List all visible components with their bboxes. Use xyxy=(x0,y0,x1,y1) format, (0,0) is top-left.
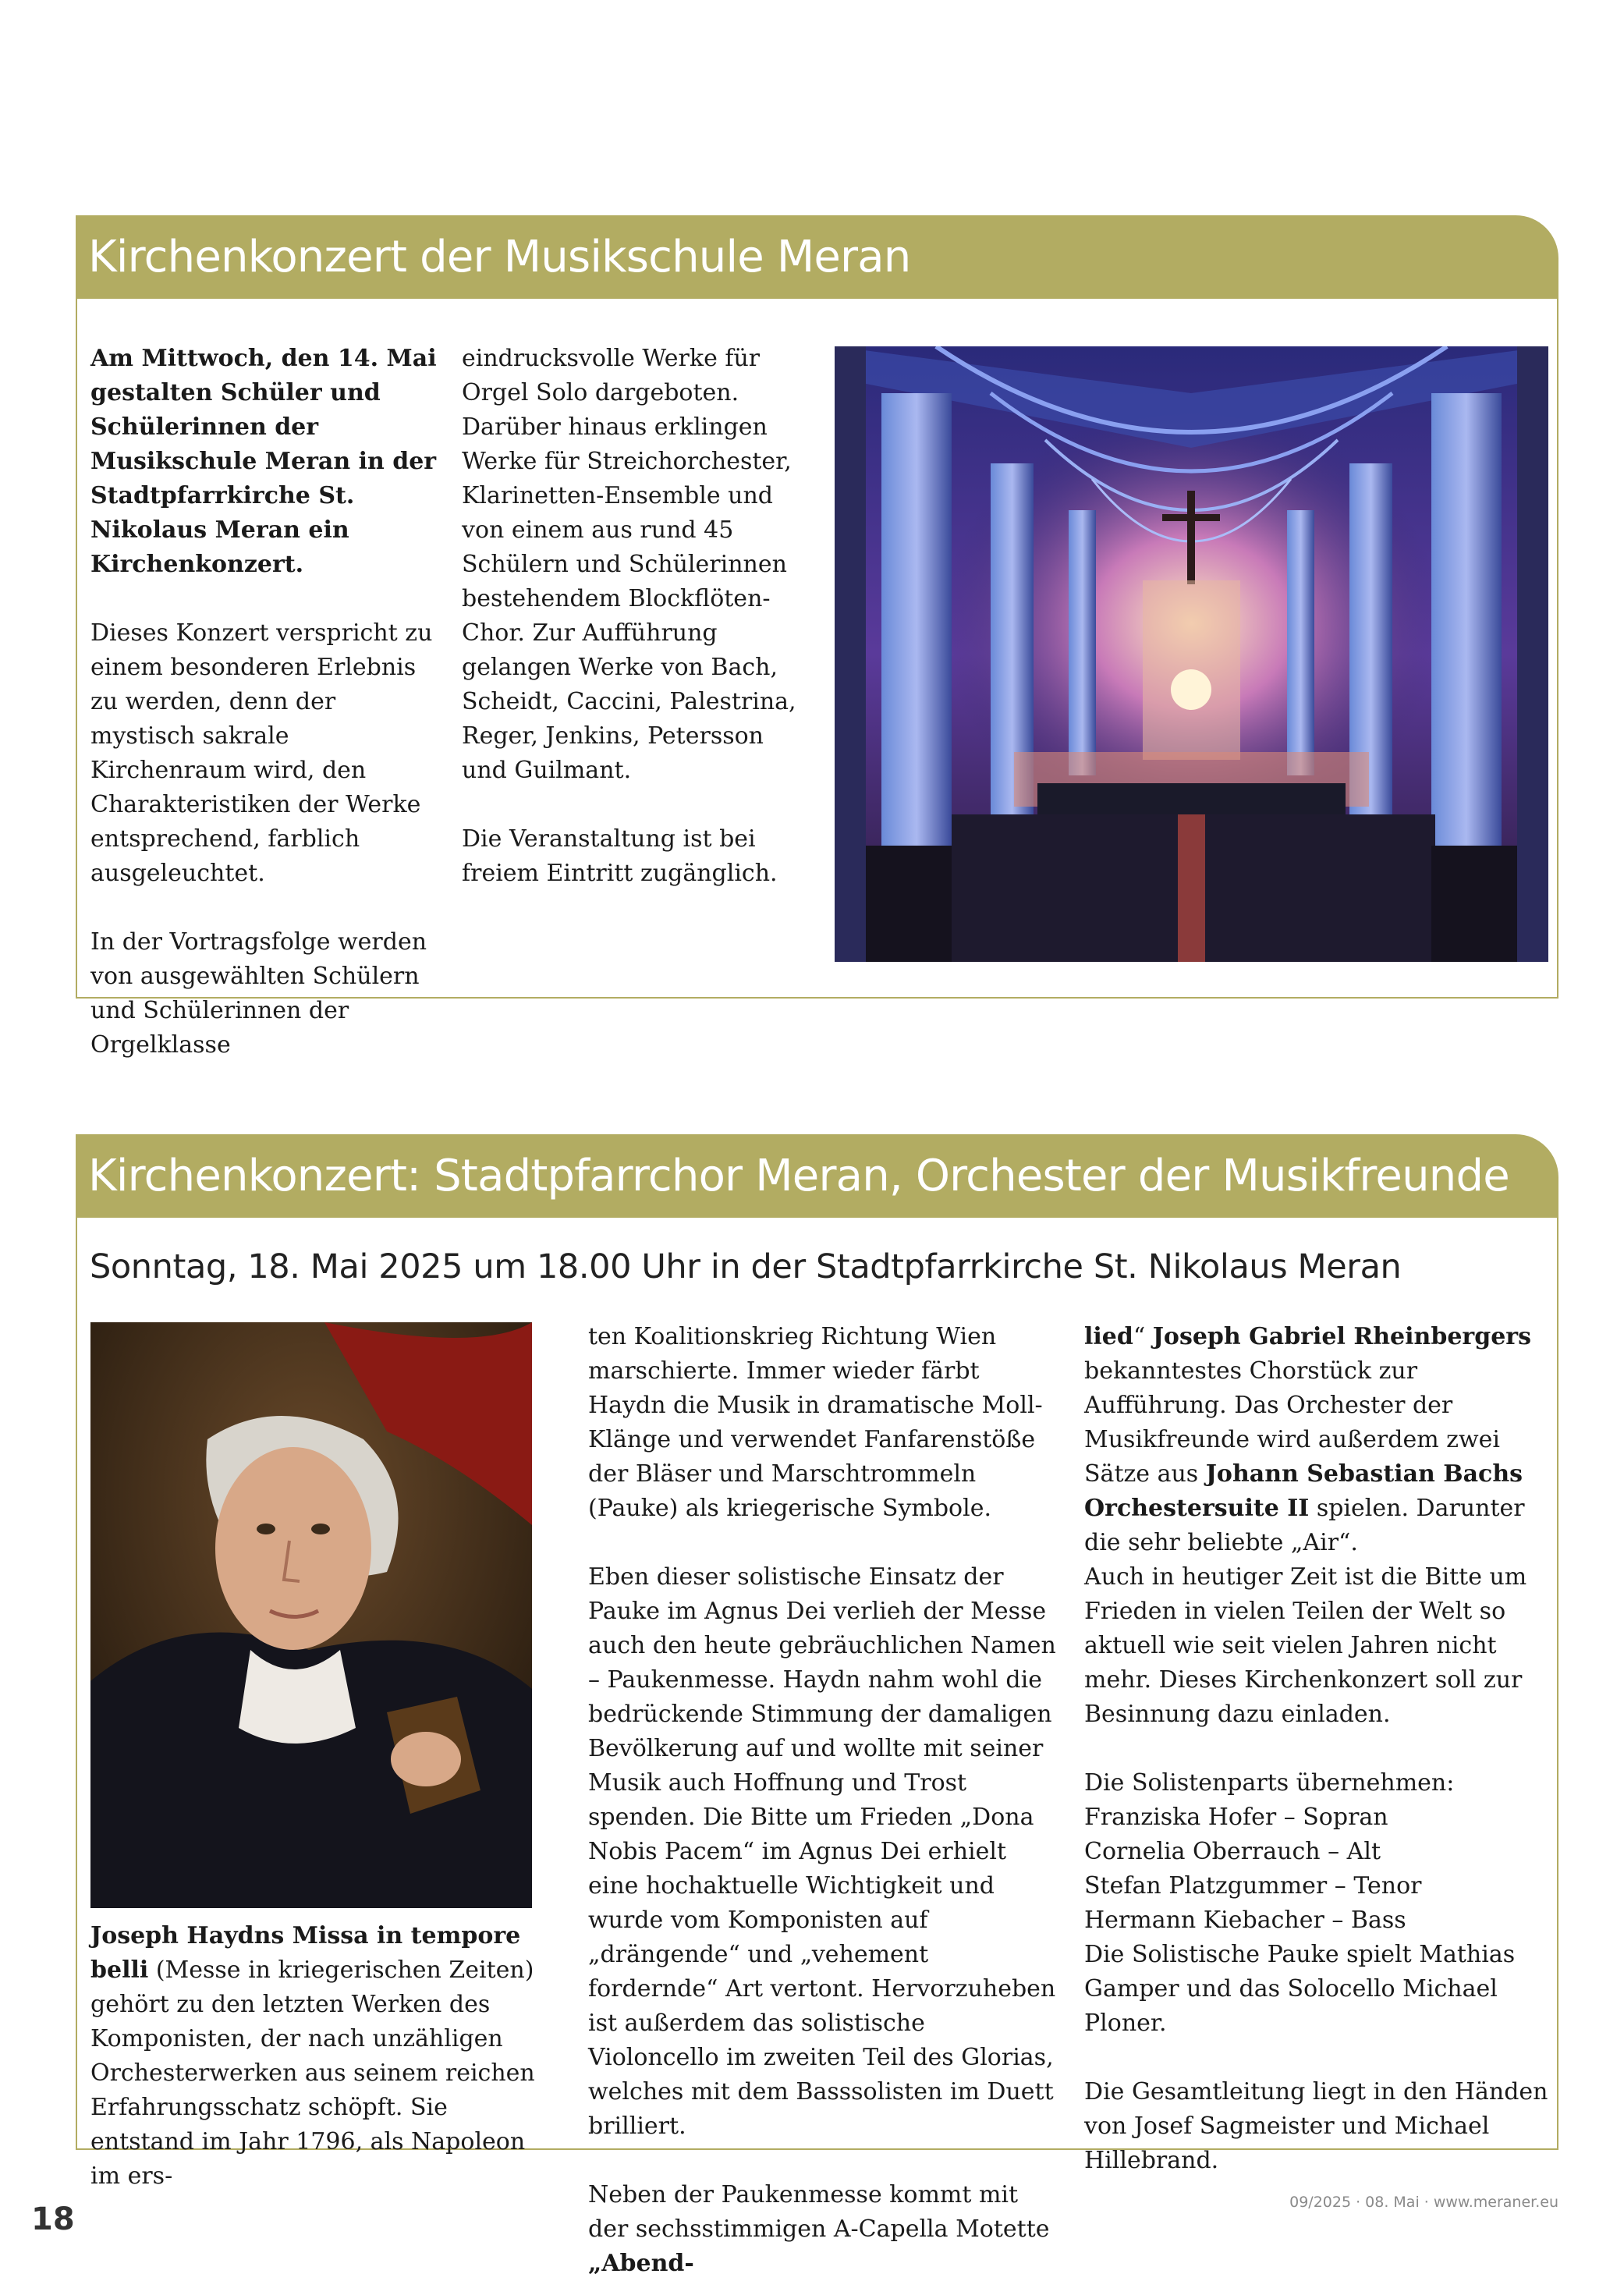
composer-name: Joseph Gabriel Rheinbergers xyxy=(1152,1323,1531,1350)
footer-date: 09/2025 · 08. Mai · www.meraner.eu xyxy=(1289,2194,1558,2211)
soloist-item: Hermann Kiebacher – Bass xyxy=(1084,1907,1406,1934)
article-title: Kirchenkonzert der Musikschule Meran xyxy=(76,215,1558,299)
article-column-2 xyxy=(462,342,813,891)
paragraph: spielen. Darunter die sehr beliebte „Air“. xyxy=(1084,1495,1525,1556)
soloist-item: Franziska Hofer – Sopran xyxy=(1084,1804,1388,1831)
soloist-item: Cornelia Oberrauch – Alt xyxy=(1084,1838,1381,1865)
soloist-item: Stefan Platzgummer – Tenor xyxy=(1084,1872,1422,1900)
soloist-item: Die Solistische Pauke spielt Mathias Gamper und das Solocello Michael Ploner. xyxy=(1084,1941,1516,2037)
work-title: Johann Sebastian Bachs Orchestersuite II xyxy=(1084,1460,1523,1522)
page-number: 18 xyxy=(31,2201,75,2237)
paragraph: Auch in heutiger Zeit ist die Bitte um Frieden in vielen Teilen der Welt so aktuell wie seit vielen Jahren nicht mehr. Dieses Kirchenkonzert soll zur Besinnung dazu einladen. xyxy=(1084,1563,1527,1728)
paragraph: eindrucksvolle Werke für Orgel Solo dargeboten. Darüber hinaus erklingen Werke für Streichorchester, Klarinetten-Ensemble und von einem aus rund 45 Schülern und Schülerinnen bestehendem Blockflöten-Chor. Zur Aufführung gelangen Werke von Bach, Scheidt, Caccini, Palestrina, Reger, Jenkins, Petersson und Guilmant. xyxy=(462,345,796,784)
article-column-1 xyxy=(90,342,440,1062)
church-interior-photo xyxy=(835,346,1548,962)
work-title: Joseph Haydns Missa in tempore belli xyxy=(90,1922,521,1984)
soloist-list xyxy=(1084,1766,1552,2041)
paragraph: Neben der Paukenmesse kommt mit der sechsstimmigen A-Capella Motette xyxy=(588,2181,1050,2243)
paragraph: Dieses Konzert verspricht zu einem besonderen Erlebnis zu werden, denn der mystisch sakrale Kirchenraum wird, den Charakteristiken der Werke entsprechend, farblich ausgeleuchtet. xyxy=(90,619,433,887)
paragraph: Eben dieser solistische Einsatz der Pauke im Agnus Dei verlieh der Messe auch den heute gebräuchlichen Namen – Paukenmesse. Haydn nahm wohl die bedrückende Stimmung der damaligen Bevölkerung auf und wollte mit seiner Musik auch Hoffnung und Trost spenden. Die Bitte um Frieden „Dona Nobis Pacem“ im Agnus Dei erhielt eine hochaktuelle Wichtigkeit und wurde vom Komponisten auf „drängende“ und „vehement fordernde“ Art vertont. Hervorzuheben ist außerdem das solistische Violoncello im zweiten Teil des Glorias, welches mit dem Basssolisten im Duett brilliert. xyxy=(588,1563,1056,2140)
article-column-3 xyxy=(1084,1320,1552,2178)
lead-paragraph: Am Mittwoch, den 14. Mai gestalten Schüler und Schülerinnen der Musikschule Meran in der Stadtpfarrkirche St. Nikolaus Meran ein Kirchenkonzert. xyxy=(90,345,437,578)
article-title: Kirchenkonzert: Stadtpfarrchor Meran, Orchester der Musikfreunde xyxy=(76,1134,1558,1218)
quote-mark: “ xyxy=(1133,1323,1153,1350)
paragraph: In der Vortragsfolge werden von ausgewählten Schülern und Schülerinnen der Orgelklasse xyxy=(90,928,427,1059)
article-column-2 xyxy=(588,1320,1056,2281)
article-subtitle: Sonntag, 18. Mai 2025 um 18.00 Uhr in der Stadtpfarrkirche St. Nikolaus Meran xyxy=(90,1247,1402,1286)
work-title: lied xyxy=(1084,1323,1133,1350)
paragraph: (Messe in kriegerischen Zeiten) gehört zu den letzten Werken des Komponisten, der nach unzähligen Orchesterwerken aus seinem reichen Erfahrungsschatz schöpft. Sie entstand im Jahr 1796, als Napoleon im ers- xyxy=(90,1956,535,2190)
article-musikschule xyxy=(76,215,1558,1059)
haydn-portrait xyxy=(90,1322,532,1908)
work-title: „Abend- xyxy=(588,2250,694,2277)
article-column-1 xyxy=(90,1919,543,2194)
paragraph: Die Gesamtleitung liegt in den Händen von Josef Sagmeister und Michael Hillebrand. xyxy=(1084,2078,1548,2174)
paragraph: ten Koalitionskrieg Richtung Wien marschierte. Immer wieder färbt Haydn die Musik in dramatische Moll-Klänge und verwendet Fanfarenstöße der Bläser und Marschtrommeln (Pauke) als kriegerische Symbole. xyxy=(588,1323,1043,1522)
paragraph: bekanntestes Chorstück zur Aufführung. Das Orchester der Musikfreunde wird außerdem zwei Sätze aus xyxy=(1084,1357,1501,1488)
soloists-intro: Die Solistenparts übernehmen: xyxy=(1084,1769,1455,1797)
paragraph: Die Veranstaltung ist bei freiem Eintritt zugänglich. xyxy=(462,825,778,887)
